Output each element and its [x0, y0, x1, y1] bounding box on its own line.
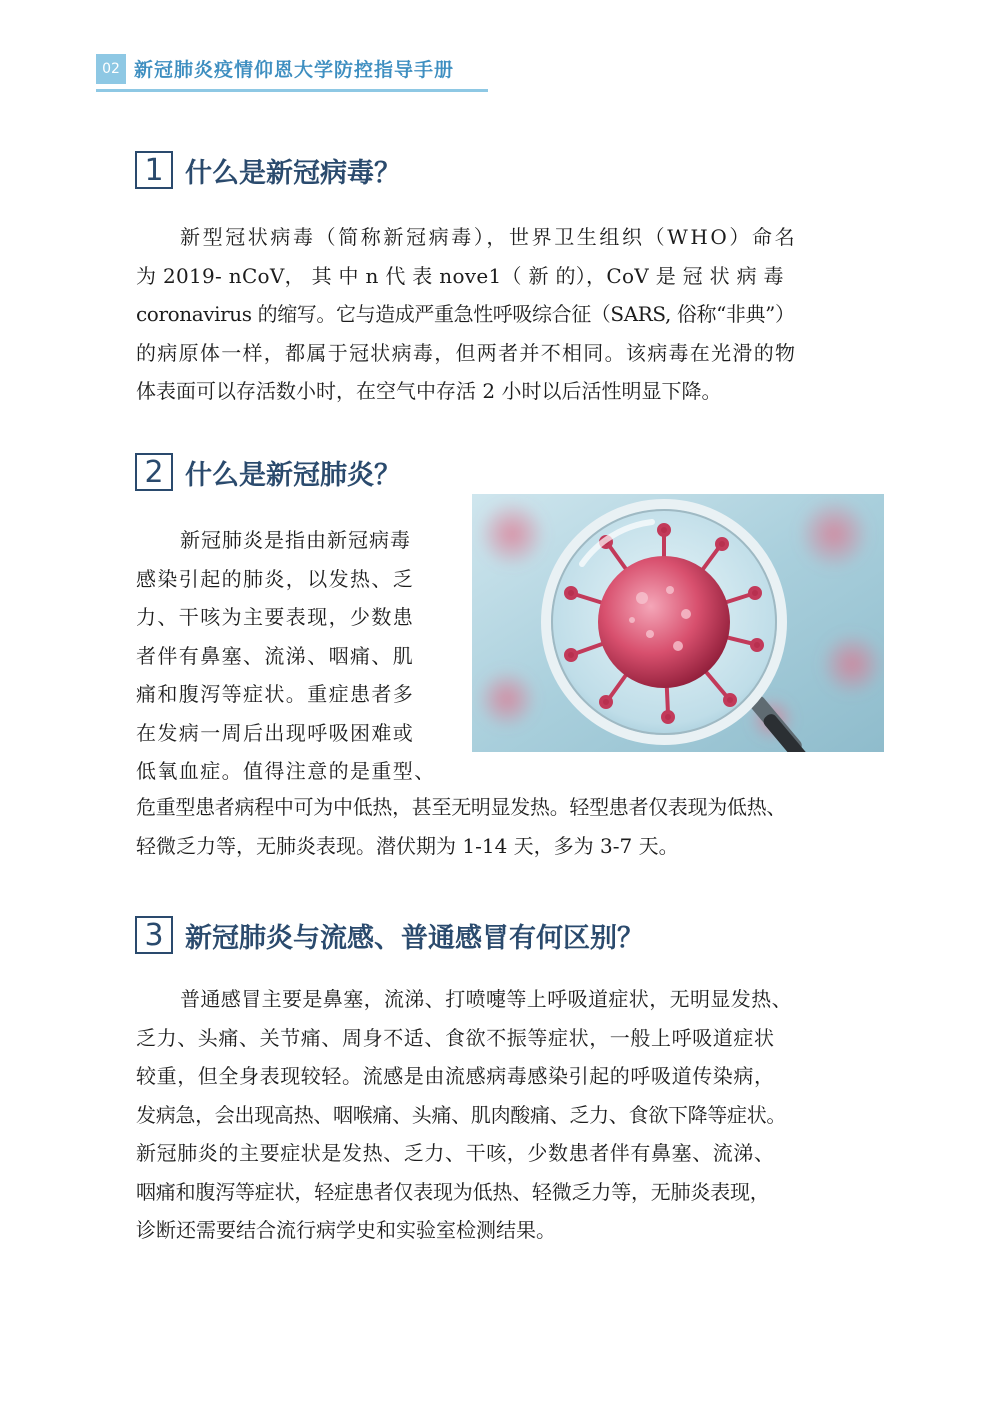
body-line: 新冠肺炎的主要症状是发热、乏力、干咳，少数患者伴有鼻塞、流涕、	[136, 1141, 775, 1165]
body-line: 咽痛和腹泻等症状，轻症患者仅表现为低热、轻微乏力等，无肺炎表现，	[136, 1179, 770, 1204]
body-line: coronavirus 的缩写。它与造成严重急性呼吸综合征（SARS, 俗称“非典”）	[136, 302, 795, 326]
body-line: 发病急，会出现高热、咽喉痛、头痛、肌肉酸痛、乏力、食欲下降等症状。	[136, 1102, 787, 1127]
body-line: 为 2019- nCoV， 其 中 n 代 表 nove1（ 新 的），CoV 是 冠 状 病 毒	[136, 263, 784, 288]
section-2-title: 什么是新冠肺炎？	[185, 459, 401, 491]
body-line: 新冠肺炎是指由新冠病毒	[180, 528, 411, 552]
body-line: 较重，但全身表现较轻。流感是由流感病毒感染引起的呼吸道传染病，	[136, 1064, 775, 1088]
body-line: 危重型患者病程中可为中低热，甚至无明显发热。轻型患者仅表现为低热、	[136, 795, 787, 819]
body-line: 低氧血症。值得注意的是重型、	[136, 759, 436, 783]
body-line: 乏力、头痛、关节痛、周身不适、食欲不振等症状，一般上呼吸道症状	[136, 1025, 775, 1050]
body-line: 感染引起的肺炎，以发热、乏	[136, 566, 415, 591]
body-line: 在发病一周后出现呼吸困难或	[136, 720, 415, 745]
section-3-number: 3	[135, 916, 173, 954]
body-line: 体表面可以存活数小时，在空气中存活 2 小时以后活性明显下降。	[136, 379, 722, 403]
page-number: 02	[96, 54, 126, 84]
body-line: 痛和腹泻等症状。重症患者多	[136, 682, 415, 706]
section-1-body	[136, 218, 886, 411]
section-2-number: 2	[135, 453, 173, 491]
handbook-title: 新冠肺炎疫情仰恩大学防控指导手册	[134, 59, 455, 81]
body-line: 新型冠状病毒（简称新冠病毒），世界卫生组织（WHO）命名	[180, 225, 798, 249]
section-2-body	[136, 788, 886, 865]
section-2-heading	[135, 450, 401, 494]
section-3-title: 新冠肺炎与流感、普通感冒有何区别？	[185, 922, 644, 954]
section-3-heading	[135, 913, 644, 957]
section-1-title: 什么是新冠病毒？	[185, 157, 401, 189]
section-1-number: 1	[135, 151, 173, 189]
body-line: 诊断还需要结合流行病学史和实验室检测结果。	[136, 1218, 556, 1242]
body-line: 力、干咳为主要表现，少数患	[136, 605, 415, 629]
body-line: 者伴有鼻塞、流涕、咽痛、肌	[136, 643, 415, 668]
section-1-heading	[135, 148, 401, 192]
header-divider	[96, 89, 488, 92]
section-2-side-body	[136, 521, 456, 791]
body-line: 的病原体一样，都属于冠状病毒，但两者并不相同。该病毒在光滑的物	[136, 340, 797, 365]
section-3-body	[136, 980, 886, 1250]
body-line: 普通感冒主要是鼻塞，流涕、打喷嚏等上呼吸道症状，无明显发热、	[180, 987, 792, 1011]
virus-magnifier-image	[472, 494, 884, 752]
body-line: 轻微乏力等，无肺炎表现。潜伏期为 1-14 天，多为 3-7 天。	[136, 833, 679, 858]
page-header	[96, 51, 488, 91]
